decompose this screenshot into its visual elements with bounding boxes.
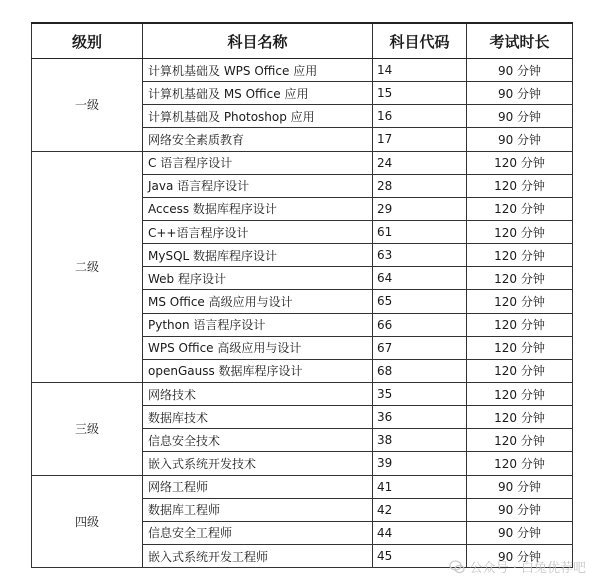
subject-code-cell: 64 bbox=[373, 267, 467, 290]
subject-code-cell: 35 bbox=[373, 382, 467, 405]
table-row bbox=[32, 382, 573, 405]
header-exam-duration: 考试时长 bbox=[467, 23, 573, 59]
subject-name-cell: Access 数据库程序设计 bbox=[143, 197, 373, 220]
header-subject-code: 科目代码 bbox=[373, 23, 467, 59]
exam-duration-cell: 120 分钟 bbox=[467, 244, 573, 267]
exam-duration-cell: 90 分钟 bbox=[467, 521, 573, 544]
subject-name-cell: 网络工程师 bbox=[143, 475, 373, 498]
level-cell: 一级 bbox=[32, 59, 143, 152]
exam-duration-cell: 90 分钟 bbox=[467, 544, 573, 567]
table-row bbox=[32, 151, 573, 174]
level-cell: 三级 bbox=[32, 382, 143, 475]
exam-duration-cell: 120 分钟 bbox=[467, 406, 573, 429]
subject-name-cell: MS Office 高级应用与设计 bbox=[143, 290, 373, 313]
subject-name-cell: 信息安全工程师 bbox=[143, 521, 373, 544]
table-body bbox=[32, 59, 573, 568]
table-row bbox=[32, 475, 573, 498]
exam-duration-cell: 90 分钟 bbox=[467, 498, 573, 521]
subject-name-cell: C++语言程序设计 bbox=[143, 220, 373, 243]
watermark-text: 公众号 · 白兔优荐吧 bbox=[469, 561, 586, 576]
exam-duration-cell: 120 分钟 bbox=[467, 429, 573, 452]
exam-duration-cell: 120 分钟 bbox=[467, 151, 573, 174]
exam-duration-cell: 120 分钟 bbox=[467, 197, 573, 220]
subject-code-cell: 65 bbox=[373, 290, 467, 313]
subject-name-cell: 信息安全技术 bbox=[143, 429, 373, 452]
exam-duration-cell: 120 分钟 bbox=[467, 290, 573, 313]
exam-duration-cell: 90 分钟 bbox=[467, 82, 573, 105]
wechat-icon bbox=[449, 559, 465, 575]
table-row bbox=[32, 59, 573, 82]
subject-code-cell: 66 bbox=[373, 313, 467, 336]
exam-duration-cell: 120 分钟 bbox=[467, 382, 573, 405]
exam-duration-cell: 120 分钟 bbox=[467, 359, 573, 382]
subject-name-cell: 网络技术 bbox=[143, 382, 373, 405]
subject-name-cell: 计算机基础及 MS Office 应用 bbox=[143, 82, 373, 105]
subject-code-cell: 41 bbox=[373, 475, 467, 498]
subject-code-cell: 38 bbox=[373, 429, 467, 452]
level-cell: 二级 bbox=[32, 151, 143, 382]
exam-duration-cell: 90 分钟 bbox=[467, 105, 573, 128]
subject-name-cell: 计算机基础及 Photoshop 应用 bbox=[143, 105, 373, 128]
table-header-row bbox=[32, 23, 573, 59]
subject-code-cell: 17 bbox=[373, 128, 467, 151]
subject-code-cell: 61 bbox=[373, 220, 467, 243]
subject-code-cell: 63 bbox=[373, 244, 467, 267]
subject-code-cell: 29 bbox=[373, 197, 467, 220]
subject-name-cell: Python 语言程序设计 bbox=[143, 313, 373, 336]
exam-duration-cell: 90 分钟 bbox=[467, 59, 573, 82]
exam-duration-cell: 90 分钟 bbox=[467, 475, 573, 498]
subject-code-cell: 28 bbox=[373, 174, 467, 197]
exam-duration-cell: 120 分钟 bbox=[467, 174, 573, 197]
exam-duration-cell: 120 分钟 bbox=[467, 313, 573, 336]
level-cell: 四级 bbox=[32, 475, 143, 568]
subject-name-cell: MySQL 数据库程序设计 bbox=[143, 244, 373, 267]
subject-code-cell: 45 bbox=[373, 544, 467, 567]
exam-duration-cell: 120 分钟 bbox=[467, 267, 573, 290]
watermark bbox=[449, 557, 586, 576]
subject-name-cell: C 语言程序设计 bbox=[143, 151, 373, 174]
subject-code-cell: 39 bbox=[373, 452, 467, 475]
subject-name-cell: Java 语言程序设计 bbox=[143, 174, 373, 197]
subject-code-cell: 15 bbox=[373, 82, 467, 105]
subject-name-cell: 数据库工程师 bbox=[143, 498, 373, 521]
subject-name-cell: 嵌入式系统开发工程师 bbox=[143, 544, 373, 567]
subject-code-cell: 24 bbox=[373, 151, 467, 174]
subject-code-cell: 68 bbox=[373, 359, 467, 382]
exam-duration-cell: 120 分钟 bbox=[467, 220, 573, 243]
subject-name-cell: openGauss 数据库程序设计 bbox=[143, 359, 373, 382]
subject-code-cell: 36 bbox=[373, 406, 467, 429]
subject-name-cell: 计算机基础及 WPS Office 应用 bbox=[143, 59, 373, 82]
subject-code-cell: 42 bbox=[373, 498, 467, 521]
header-level: 级别 bbox=[32, 23, 143, 59]
exam-duration-cell: 90 分钟 bbox=[467, 128, 573, 151]
exam-duration-cell: 120 分钟 bbox=[467, 452, 573, 475]
exam-subjects-table bbox=[31, 22, 573, 568]
subject-name-cell: 网络安全素质教育 bbox=[143, 128, 373, 151]
subject-name-cell: 数据库技术 bbox=[143, 406, 373, 429]
subject-code-cell: 16 bbox=[373, 105, 467, 128]
subject-code-cell: 44 bbox=[373, 521, 467, 544]
subject-code-cell: 14 bbox=[373, 59, 467, 82]
subject-name-cell: Web 程序设计 bbox=[143, 267, 373, 290]
header-subject-name: 科目名称 bbox=[143, 23, 373, 59]
subject-name-cell: 嵌入式系统开发技术 bbox=[143, 452, 373, 475]
subject-name-cell: WPS Office 高级应用与设计 bbox=[143, 336, 373, 359]
exam-duration-cell: 120 分钟 bbox=[467, 336, 573, 359]
subject-code-cell: 67 bbox=[373, 336, 467, 359]
